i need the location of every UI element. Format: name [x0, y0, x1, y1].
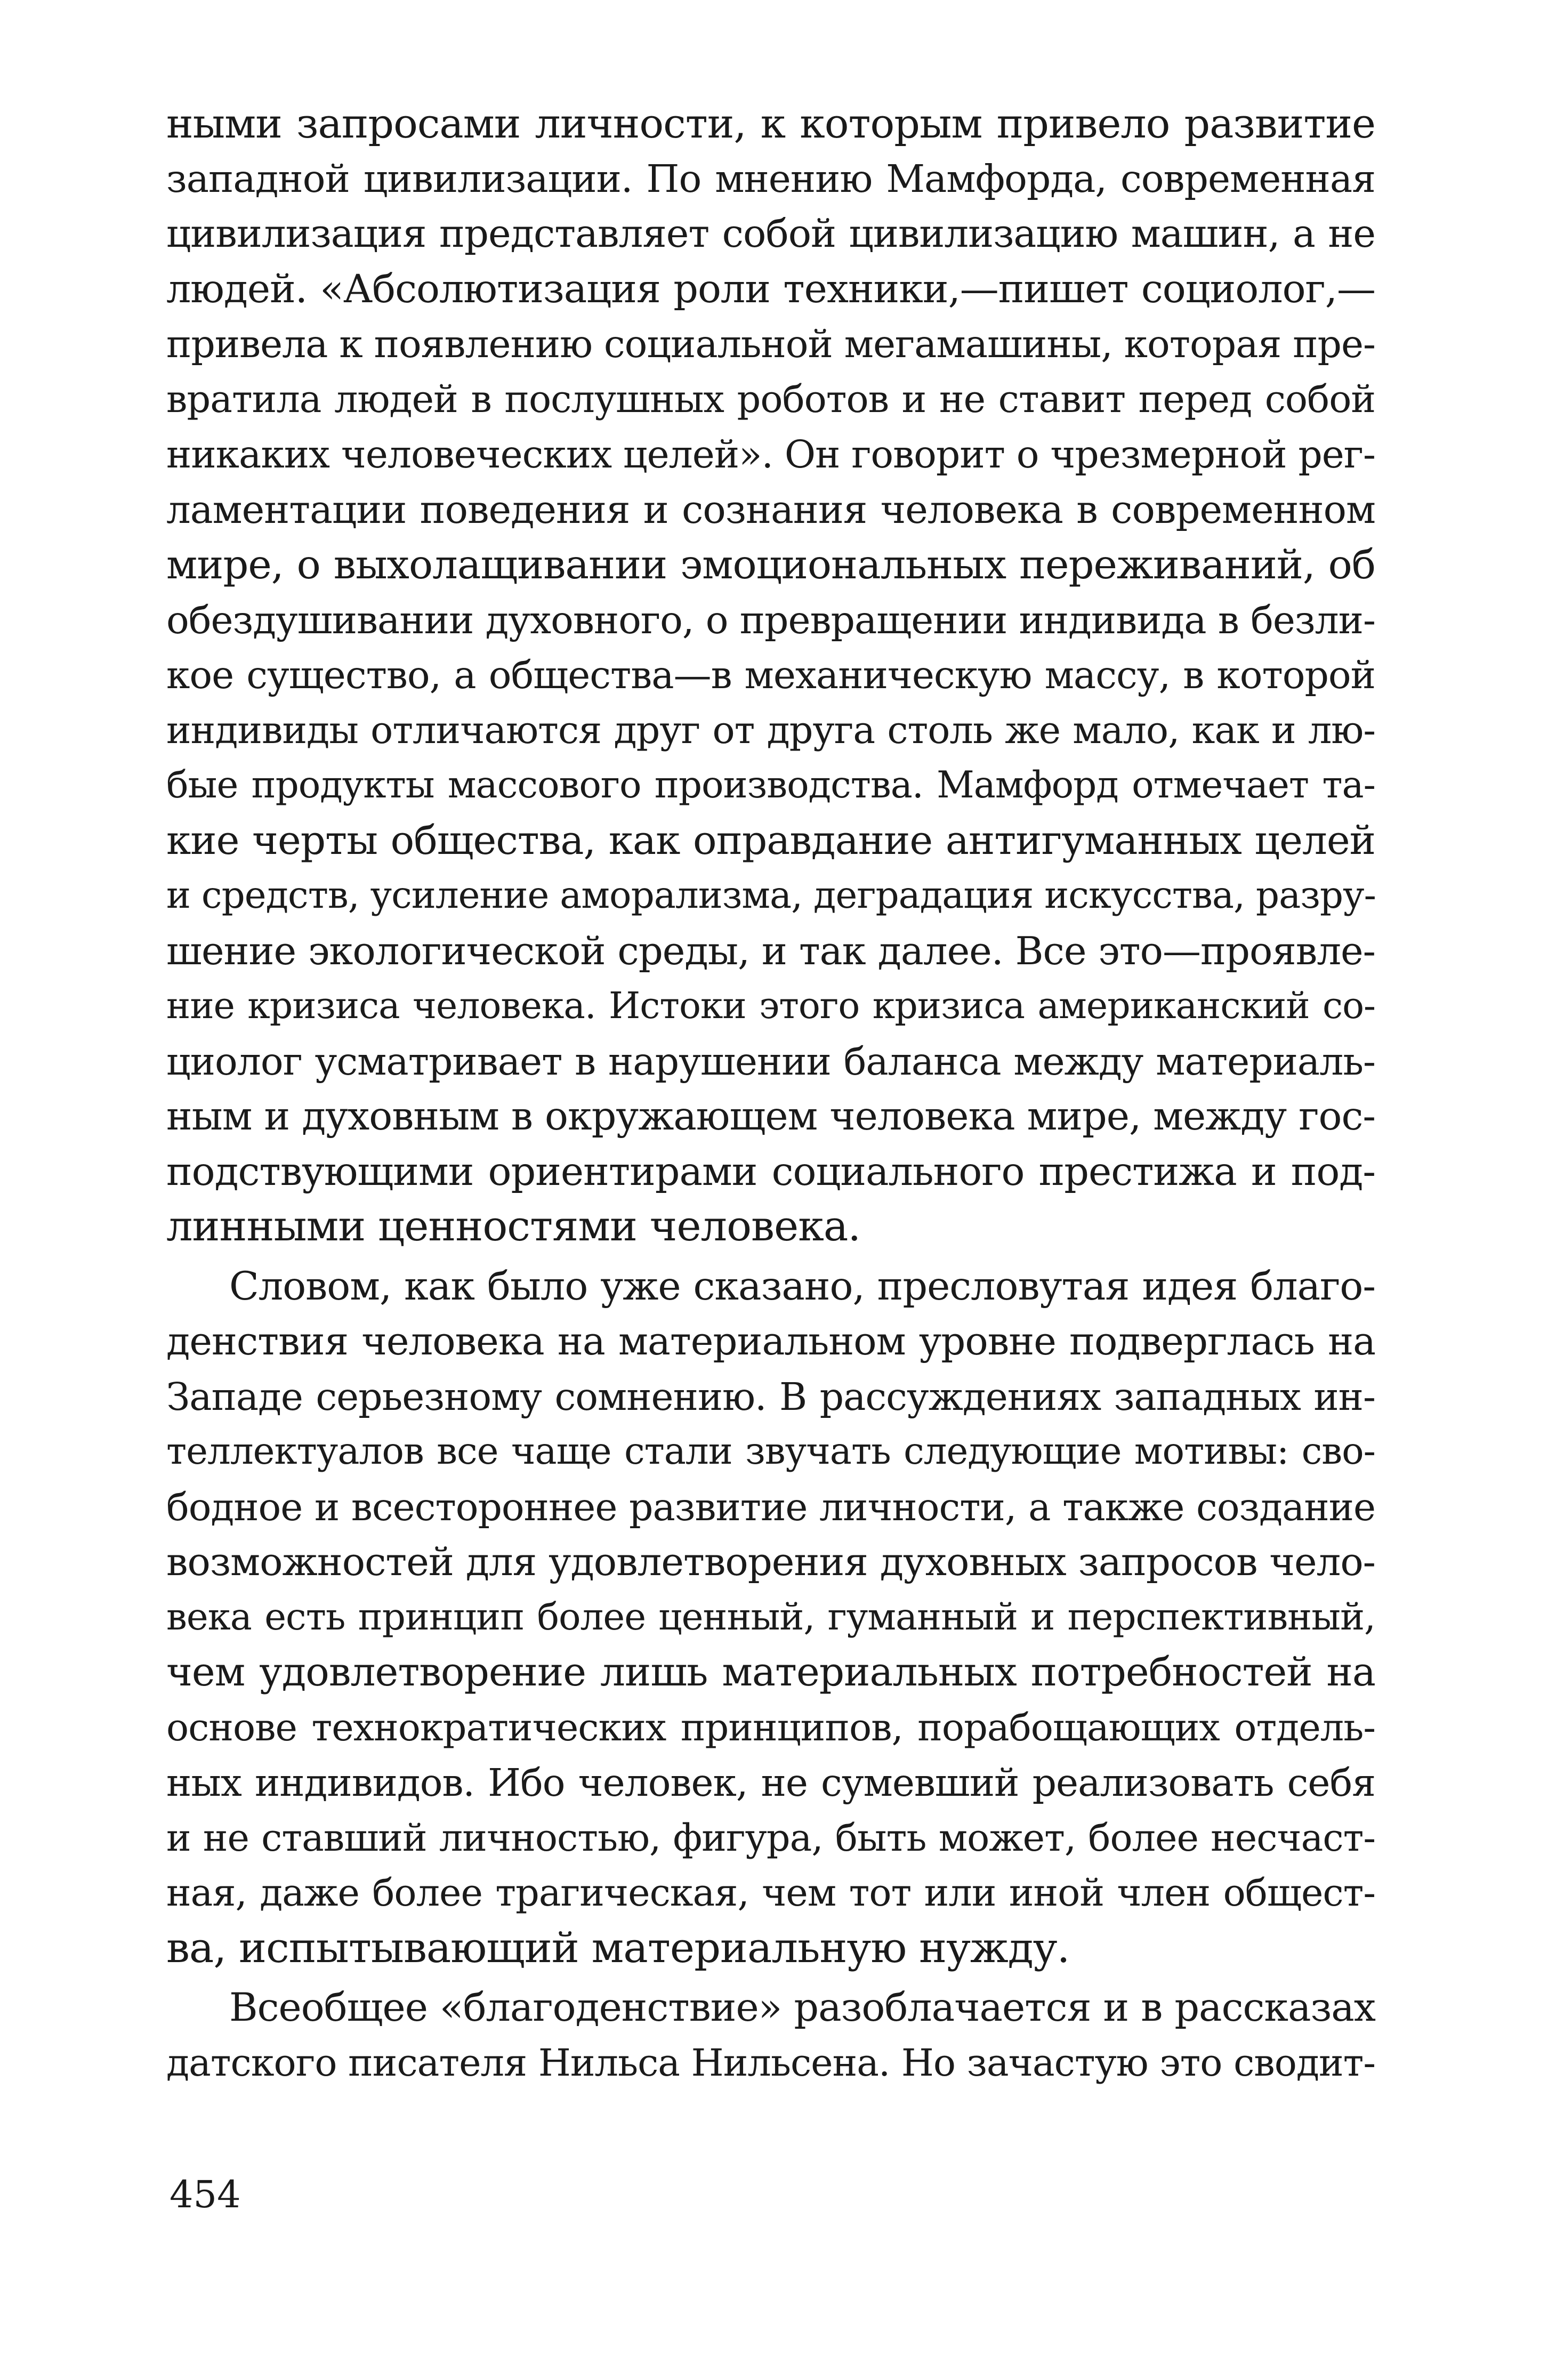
paragraph-gap: [166, 1976, 1375, 1980]
text-line: подствующими ориентирами социального престижа и под-: [166, 1149, 1375, 1195]
text-line: денствия человека на материальном уровне подверглась на: [166, 1319, 1375, 1364]
text-line: теллектуалов все чаще стали звучать следующие мотивы: сво-: [166, 1430, 1375, 1473]
text-line: ва, испытывающий материальную нужду.: [166, 1924, 1070, 1972]
text-line: и не ставший личностью, фигура, быть может, более несчаст-: [166, 1816, 1375, 1860]
text-line: привела к появлению социальной мегамашины, которая пре-: [166, 322, 1375, 366]
text-line: линными ценностями человека.: [166, 1203, 861, 1250]
text-line: ние кризиса человека. Истоки этого кризиса американский со-: [166, 985, 1375, 1027]
text-line: Западе серьезному сомнению. В рассуждениях западных ин-: [166, 1374, 1375, 1419]
text-line: Всеобщее «благоденствие» разоблачается и в рассказах: [229, 1985, 1375, 2030]
text-line: людей. «Абсолютизация роли техники,—пишет социолог,—: [166, 266, 1375, 312]
text-line: ных индивидов. Ибо человек, не сумевший реализовать себя: [166, 1761, 1375, 1805]
text-line: обездушивании духовного, о превращении индивида в безли-: [166, 598, 1375, 642]
text-line: бодное и всестороннее развитие личности, а также создание: [166, 1485, 1375, 1529]
text-line: индивиды отличаются друг от друга столь же мало, как и лю-: [166, 708, 1375, 752]
text-line: и средств, усиление аморализма, деградация искусства, разру-: [166, 874, 1376, 917]
paragraph-1: [166, 96, 1375, 1255]
text-line: ная, даже более трагическая, чем тот или иной член общест-: [166, 1871, 1375, 1915]
text-line: западной цивилизации. По мнению Мамфорда, современная: [166, 156, 1375, 201]
paragraph-gap: [166, 1255, 1375, 1259]
text-line: возможностей для удовлетворения духовных запросов чело-: [166, 1539, 1375, 1584]
text-line: кие черты общества, как оправдание антигуманных целей: [166, 817, 1375, 864]
text-line: основе технократических принципов, порабощающих отдель-: [166, 1705, 1375, 1749]
text-line: циолог усматривает в нарушении баланса между материаль-: [166, 1039, 1375, 1084]
text-line: чем удовлетворение лишь материальных потребностей на: [166, 1649, 1375, 1695]
text-line: шение экологической среды, и так далее. Все это—проявле-: [166, 928, 1375, 973]
paragraph-2: [166, 1259, 1375, 1976]
text-line: бые продукты массового производства. Мамфорд отмечает та-: [166, 764, 1375, 806]
paragraph-3: [166, 1980, 1375, 2091]
text-line: цивилизация представляет собой цивилизацию машин, а не: [166, 211, 1375, 256]
text-line: ными запросами личности, к которым привело развитие: [166, 100, 1375, 147]
text-line: века есть принцип более ценный, гуманный и перспективный,: [166, 1595, 1375, 1639]
text-line: вратила людей в послушных роботов и не ставит перед собой: [166, 377, 1375, 421]
page-number: 454: [170, 2173, 241, 2216]
text-line: датского писателя Нильса Нильсена. Но зачастую это сводит-: [166, 2040, 1375, 2085]
text-line: кое существо, а общества—в механическую массу, в которой: [166, 653, 1375, 697]
text-line: никаких человеческих целей». Он говорит о чрезмерной рег-: [166, 432, 1375, 477]
text-line: ным и духовным в окружающем человека мире, между гос-: [166, 1094, 1375, 1139]
text-line: Словом, как было уже сказано, пресловутая идея благо-: [229, 1263, 1375, 1309]
text-line: ламентации поведения и сознания человека в современном: [166, 487, 1375, 532]
text-line: мире, о выхолащивании эмоциональных переживаний, об: [166, 541, 1375, 588]
body-text: [166, 96, 1375, 2091]
